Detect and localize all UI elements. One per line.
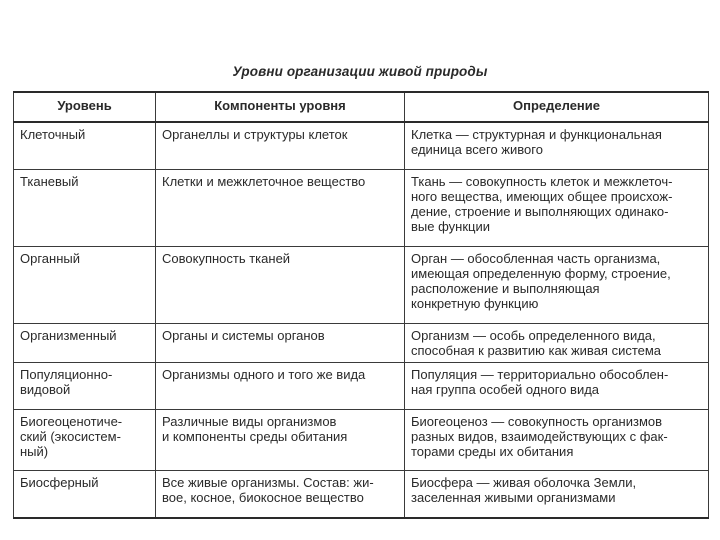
table-row — [14, 363, 709, 410]
level-cell: Популяционно- видовой — [14, 363, 156, 410]
definition-cell: Орган — обособленная часть организма, имеющая определенную форму, строение, расположение и выполняющая конкретную функцию — [405, 247, 709, 324]
level-cell: Биогеоценотиче- ский (экосистем- ный) — [14, 410, 156, 471]
components-cell: Организмы одного и того же вида — [156, 363, 405, 410]
level-cell: Клеточный — [14, 122, 156, 170]
level-cell: Биосферный — [14, 471, 156, 519]
levels-table — [13, 91, 709, 519]
components-cell: Все живые организмы. Состав: жи- вое, косное, биокосное вещество — [156, 471, 405, 519]
components-cell: Совокупность тканей — [156, 247, 405, 324]
components-cell: Различные виды организмов и компоненты среды обитания — [156, 410, 405, 471]
column-header-components: Компоненты уровня — [156, 92, 405, 122]
components-cell: Органы и системы органов — [156, 324, 405, 363]
table-row — [14, 170, 709, 247]
page-title: Уровни организации живой природы — [232, 64, 488, 79]
definition-cell: Клетка — структурная и функциональная единица всего живого — [405, 122, 709, 170]
definition-cell: Организм — особь определенного вида, способная к развитию как живая система — [405, 324, 709, 363]
definition-cell: Ткань — совокупность клеток и межклеточ- ного вещества, имеющих общее происхож- дение, строение и выполняющих одинако- вые функции — [405, 170, 709, 247]
components-cell: Клетки и межклеточное вещество — [156, 170, 405, 247]
definition-cell: Биосфера — живая оболочка Земли, заселенная живыми организмами — [405, 471, 709, 519]
table-row — [14, 324, 709, 363]
definition-cell: Биогеоценоз — совокупность организмов разных видов, взаимодействующих с фак- торами среды их обитания — [405, 410, 709, 471]
table-row — [14, 471, 709, 519]
table-row — [14, 410, 709, 471]
table-row — [14, 122, 709, 170]
table-row — [14, 247, 709, 324]
components-cell: Органеллы и структуры клеток — [156, 122, 405, 170]
level-cell: Организменный — [14, 324, 156, 363]
column-header-level: Уровень — [14, 92, 156, 122]
definition-cell: Популяция — территориально обособлен- ная группа особей одного вида — [405, 363, 709, 410]
table-header-row — [14, 92, 709, 122]
column-header-definition: Определение — [405, 92, 709, 122]
level-cell: Тканевый — [14, 170, 156, 247]
level-cell: Органный — [14, 247, 156, 324]
